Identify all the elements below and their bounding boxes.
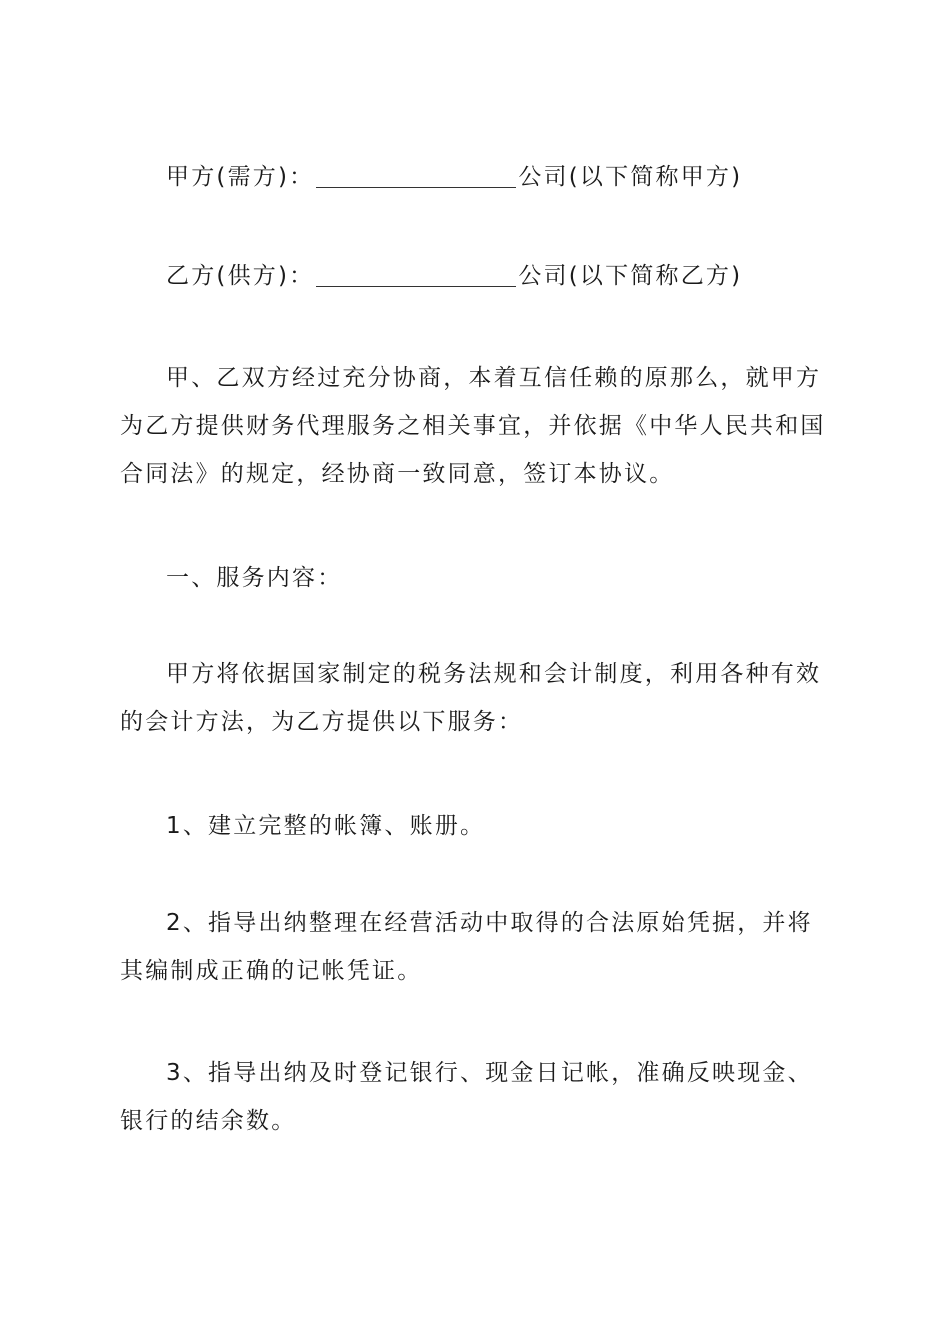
party-a-prefix: 甲方(需方)： [166, 164, 315, 190]
party-a-line [166, 162, 742, 192]
party-b-prefix: 乙方(供方)： [166, 263, 315, 289]
party-b-suffix: 公司(以下简称乙方) [518, 263, 743, 289]
party-a-blank [316, 165, 516, 188]
party-a-suffix: 公司(以下简称甲方) [518, 164, 743, 190]
list-item: 2、指导出纳整理在经营活动中取得的合法原始凭据，并将其编制成正确的记帐凭证。 [120, 910, 813, 984]
section-1-heading: 一、服务内容： [166, 565, 343, 591]
intro-paragraph: 甲、乙双方经过充分协商，本着互信任赖的原那么，就甲方为乙方提供财务代理服务之相关事宜，并依据《中华人民共和国合同法》的规定，经协商一致同意，签订本协议。 [120, 365, 826, 487]
list-item: 3、指导出纳及时登记银行、现金日记帐，准确反映现金、银行的结余数。 [120, 1060, 813, 1134]
section-1-intro: 甲方将依据国家制定的税务法规和会计制度，利用各种有效的会计方法，为乙方提供以下服务： [120, 661, 822, 735]
list-item: 1、建立完整的帐簿、账册。 [166, 813, 486, 839]
party-b-line [166, 261, 742, 291]
party-b-blank [316, 264, 516, 287]
